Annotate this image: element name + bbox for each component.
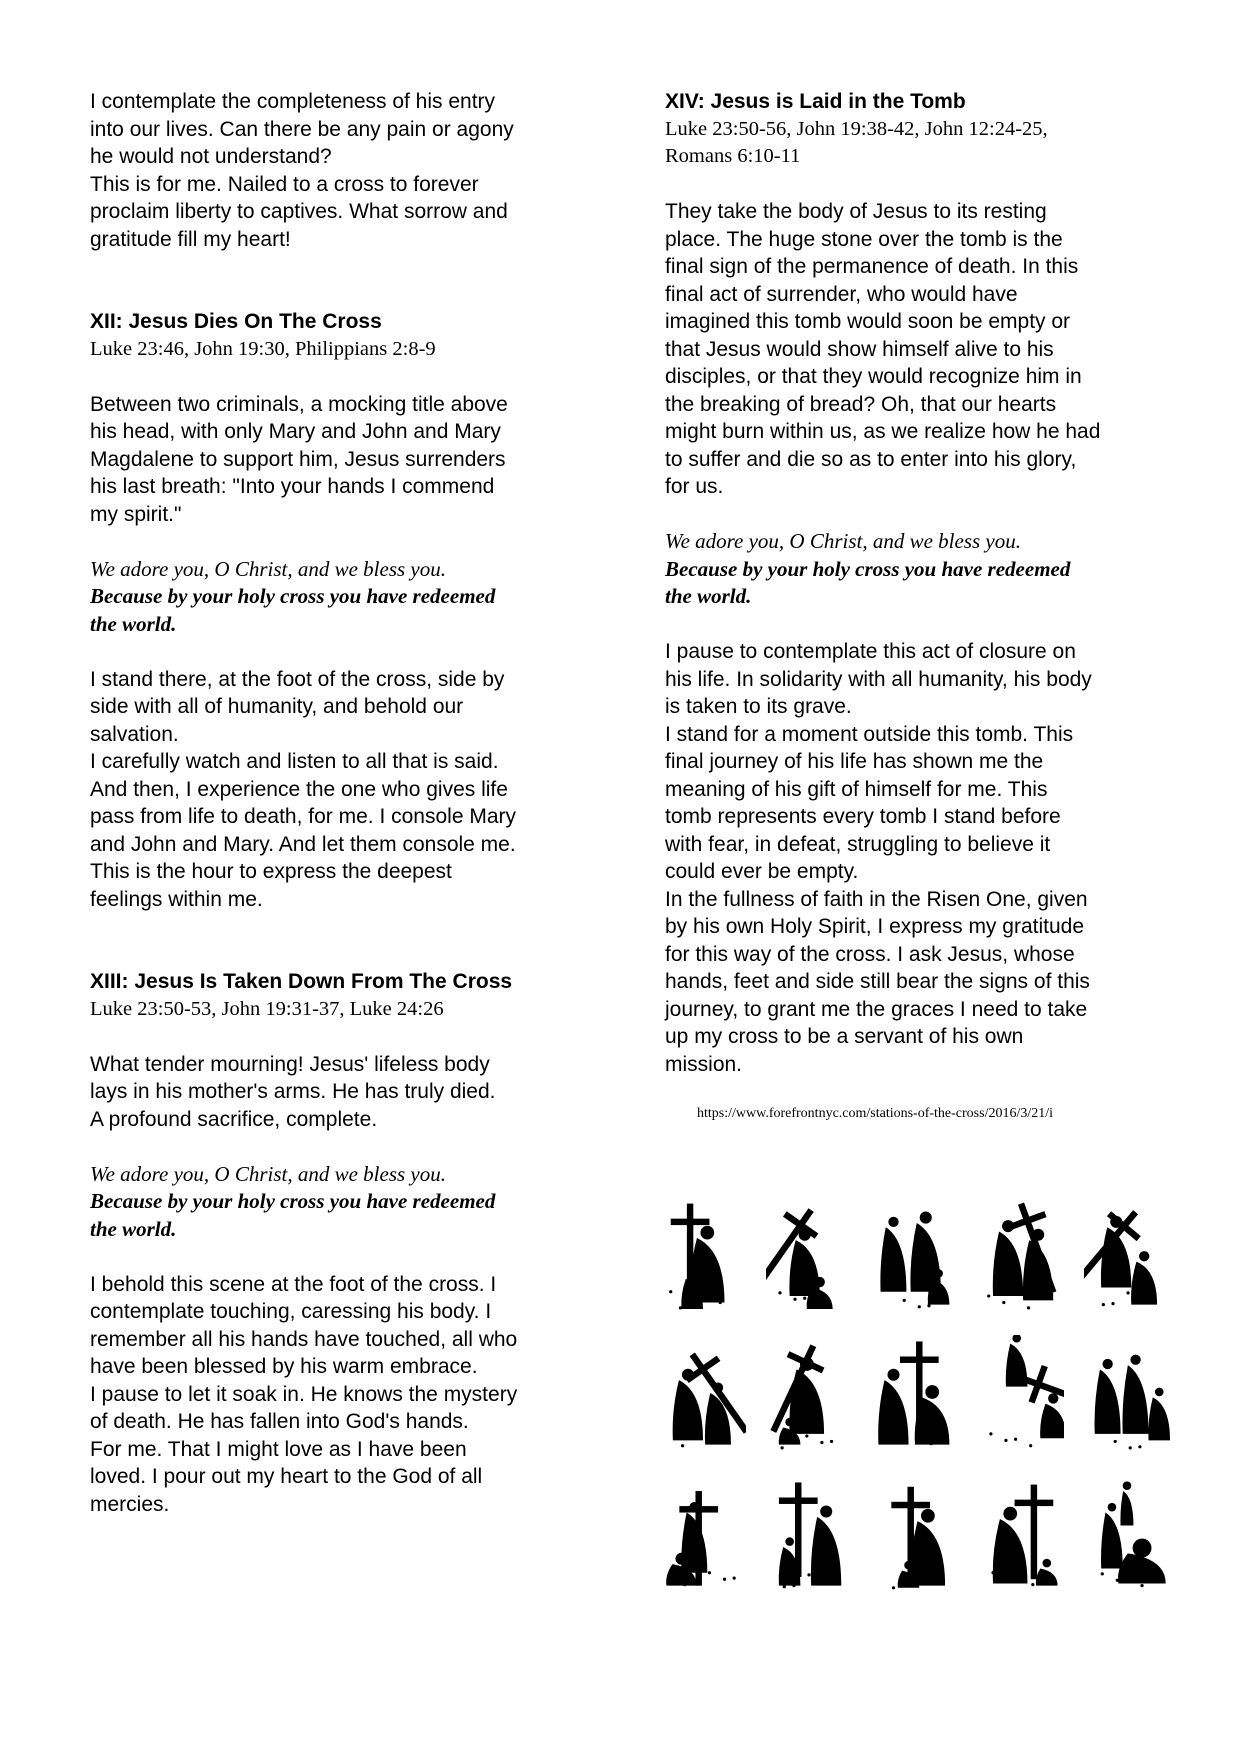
station-12-reference: Luke 23:46, John 19:30, Philippians 2:8-9 [90,337,436,360]
station-4-icon [978,1195,1064,1313]
left-column [90,88,600,1518]
station-14-section: XIV: Jesus is Laid in the Tomb Luke 23:50-56, John 19:38-42, John 12:24-25, Romans 6:10-11 They take the body of Jesus to its resting place. The huge stone over the tomb is the final sign of the permanence of death. In this final act of surrender, who would have imagined this tomb would soon be empty or that Jesus would show himself alive to his disciples, or that they would recognize him in the breaking of bread? Oh, that our hearts might burn within us, as we realize how he had to suffer and die so as to enter into his glory, for us. We adore you, O Christ, and we bless you. Because by your holy cross you have redeemed the world. I pause to contemplate this act of closure on his life. In solidarity with all humanity, his body is taken to its grave. I stand for a moment outside this tomb. This final journey of his life has shown me the meaning of his gift of himself for me. This tomb represents every tomb I stand before with fear, in defeat, struggling to believe it could ever be empty. In the fullness of faith in the Risen One, given by his own Holy Spirit, I express my gratitude for this way of the cross. I ask Jesus, whose hands, feet and side still bear the signs of this journey, to grant me the graces I need to take up my cross to be a servant of his own mission. [665,88,1165,1078]
station-10-icon [1084,1335,1170,1453]
station-8-icon [872,1335,958,1453]
station-13-icon [872,1476,958,1594]
adoration-response: Because by your holy cross you have redeemed [90,584,496,608]
station-11-icon [660,1476,746,1594]
adoration-verse: We adore you, O Christ, and we bless you. [90,1161,447,1186]
station-2-icon [766,1195,852,1313]
adoration-verse: We adore you, O Christ, and we bless you. [90,556,447,581]
station-3-icon [872,1195,958,1313]
right-column [665,88,1165,1122]
station-7-icon [766,1335,852,1453]
station-12-heading: XII: Jesus Dies On The Cross [90,310,382,333]
station-12-section: XII: Jesus Dies On The Cross Luke 23:46, John 19:30, Philippians 2:8-9 Between two criminals, a mocking title above his head, with only Mary and John and Mary Magdalene to support him, Jesus surrenders his last breath: "Into your hands I commend my spirit." We adore you, O Christ, and we bless you. Because by your holy cross you have redeemed the world. I stand there, at the foot of the cross, side by side with all of humanity, and behold our salvation. I carefully watch and listen to all that is said. And then, I experience the one who gives life pass from life to death, for me. I console Mary and John and Mary. And let them console me. This is the hour to express the deepest feelings within me. [90,308,600,913]
station-9-icon [978,1335,1064,1453]
station-12-icon [766,1476,852,1594]
station-13-reference: Luke 23:50-53, John 19:31-37, Luke 24:26 [90,997,444,1020]
station-14-icon [978,1476,1064,1594]
adoration-verse: We adore you, O Christ, and we bless you. [665,529,1022,553]
station-6-icon [660,1335,746,1453]
station-14-heading: XIV: Jesus is Laid in the Tomb [665,90,966,113]
stations-of-the-cross-grid [660,1195,1170,1575]
intro-paragraph: I contemplate the completeness of his entry into our lives. Can there be any pain or agony he would not understand? This is for me. Nailed to a cross to forever proclaim liberty to captives. What sorrow and gratitude fill my heart! [90,90,514,251]
source-url: https://www.forefrontnyc.com/stations-of-the-cross/2016/3/21/i [697,1106,1054,1121]
station-15-icon [1084,1476,1170,1594]
station-13-heading: XIII: Jesus Is Taken Down From The Cross [90,970,513,993]
station-13-section: XIII: Jesus Is Taken Down From The Cross Luke 23:50-53, John 19:31-37, Luke 24:26 What tender mourning! Jesus' lifeless body lays in his mother's arms. He has truly died. A profound sacrifice, complete. We adore you, O Christ, and we bless you. Because by your holy cross you have redeemed the world. I behold this scene at the foot of the cross. I contemplate touching, caressing his body. I remember all his hands have touched, all who have been blessed by his warm embrace. I pause to let it soak in. He knows the mystery of death. He has fallen into God's hands. For me. That I might love as I have been loved. I pour out my heart to the God of all mercies. [90,968,600,1518]
station-5-icon [1084,1195,1170,1313]
station-1-icon [660,1195,746,1313]
adoration-response: Because by your holy cross you have redeemed [90,1189,496,1213]
station-14-reference: Luke 23:50-56, John 19:38-42, John 12:24-25, [665,117,1048,140]
adoration-response: Because by your holy cross you have redeemed [665,556,1071,581]
